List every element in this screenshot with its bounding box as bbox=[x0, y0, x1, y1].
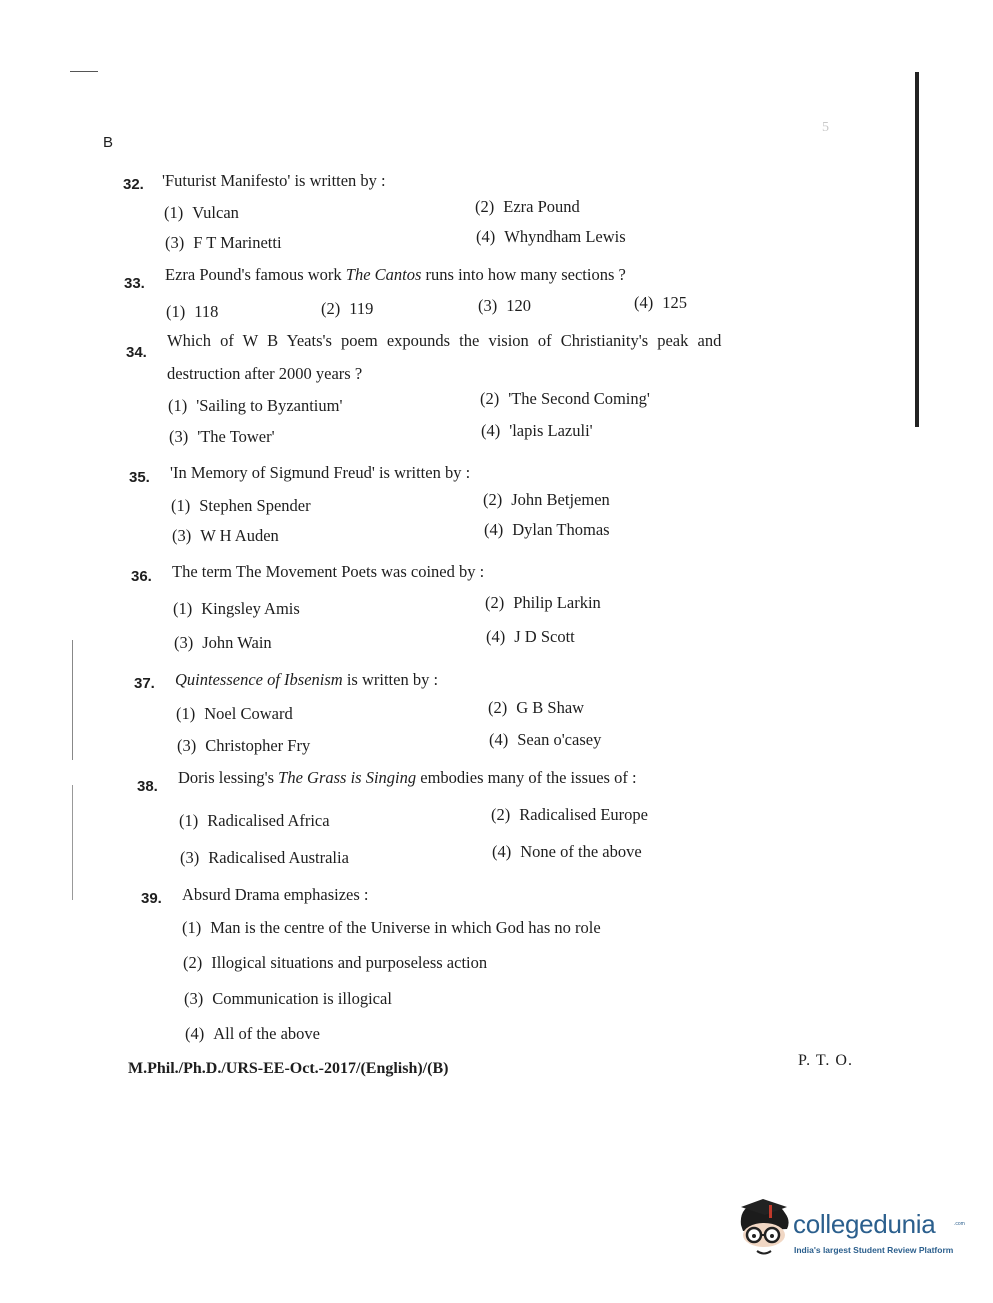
question-number: 38. bbox=[137, 778, 158, 795]
question-number: 33. bbox=[124, 275, 145, 292]
option: (3) Communication is illogical bbox=[184, 989, 392, 1008]
option: (2) Ezra Pound bbox=[475, 197, 580, 216]
option: (2) 'The Second Coming' bbox=[480, 389, 650, 408]
option: (3) Christopher Fry bbox=[177, 736, 311, 755]
page-number: 5 bbox=[822, 120, 829, 135]
option: (4) Whyndham Lewis bbox=[476, 227, 626, 246]
scan-edge-line bbox=[915, 72, 919, 427]
question-number: 35. bbox=[129, 469, 150, 486]
option: (4) Sean o'casey bbox=[489, 730, 602, 749]
scan-margin-line bbox=[72, 785, 73, 900]
option: (3) John Wain bbox=[174, 633, 272, 652]
option: (1) Man is the centre of the Universe in which God has no role bbox=[182, 918, 601, 937]
question-text-cont: destruction after 2000 years ? bbox=[167, 364, 363, 383]
logo-wordmark: collegedunia bbox=[793, 1209, 936, 1239]
option: (1) Radicalised Africa bbox=[179, 811, 330, 830]
student-mascot-icon bbox=[735, 1195, 795, 1265]
option: (1) 'Sailing to Byzantium' bbox=[168, 396, 343, 415]
option: (2) G B Shaw bbox=[488, 698, 585, 717]
logo-tagline: India's largest Student Review Platform bbox=[794, 1245, 954, 1255]
pto-label: P. T. O. bbox=[798, 1052, 853, 1069]
question-number: 37. bbox=[134, 675, 155, 692]
question-text: Doris lessing's The Grass is Singing embodies many of the issues of : bbox=[178, 768, 637, 787]
option: (1) Noel Coward bbox=[176, 704, 293, 723]
option: (3) W H Auden bbox=[172, 526, 279, 545]
option: (4) None of the above bbox=[492, 842, 642, 861]
set-letter: B bbox=[103, 134, 114, 151]
question-text: Which of W B Yeats's poem expounds the vision of Christianity's peak and bbox=[167, 331, 722, 350]
option: (4) J D Scott bbox=[486, 627, 575, 646]
option: (1) 118 bbox=[166, 302, 219, 321]
option: (1) Stephen Spender bbox=[171, 496, 311, 515]
question-text: Absurd Drama emphasizes : bbox=[182, 885, 369, 904]
exam-code-footer: M.Phil./Ph.D./URS-EE-Oct.-2017/(English)/(B) bbox=[128, 1060, 449, 1077]
option: (3) Radicalised Australia bbox=[180, 848, 349, 867]
top-rule bbox=[70, 71, 98, 72]
option: (1) Vulcan bbox=[164, 203, 239, 222]
question-number: 34. bbox=[126, 344, 147, 361]
option: (4) Dylan Thomas bbox=[484, 520, 610, 539]
option: (4) All of the above bbox=[185, 1024, 321, 1043]
question-text: 'In Memory of Sigmund Freud' is written by : bbox=[170, 463, 471, 482]
option: (2) Illogical situations and purposeless action bbox=[183, 953, 488, 972]
option: (1) Kingsley Amis bbox=[173, 599, 300, 618]
option: (4) 'lapis Lazuli' bbox=[481, 421, 593, 440]
logo-domain: .com bbox=[954, 1221, 965, 1227]
question-number: 39. bbox=[141, 890, 162, 907]
question-text: The term The Movement Poets was coined by : bbox=[172, 562, 485, 581]
option: (2) Radicalised Europe bbox=[491, 805, 648, 824]
question-number: 36. bbox=[131, 568, 152, 585]
option: (2) John Betjemen bbox=[483, 490, 610, 509]
question-text: Quintessence of Ibsenism is written by : bbox=[175, 670, 439, 689]
collegedunia-logo bbox=[735, 1195, 965, 1265]
question-text: Ezra Pound's famous work The Cantos runs into how many sections ? bbox=[165, 265, 626, 284]
scan-margin-line bbox=[72, 640, 73, 760]
option: (2) Philip Larkin bbox=[485, 593, 601, 612]
option: (2) 119 bbox=[321, 299, 374, 318]
question-text: 'Futurist Manifesto' is written by : bbox=[162, 171, 386, 190]
question-number: 32. bbox=[123, 176, 144, 193]
option: (3) 120 bbox=[478, 296, 531, 315]
option: (4) 125 bbox=[634, 293, 687, 312]
option: (3) 'The Tower' bbox=[169, 427, 275, 446]
option: (3) F T Marinetti bbox=[165, 233, 282, 252]
